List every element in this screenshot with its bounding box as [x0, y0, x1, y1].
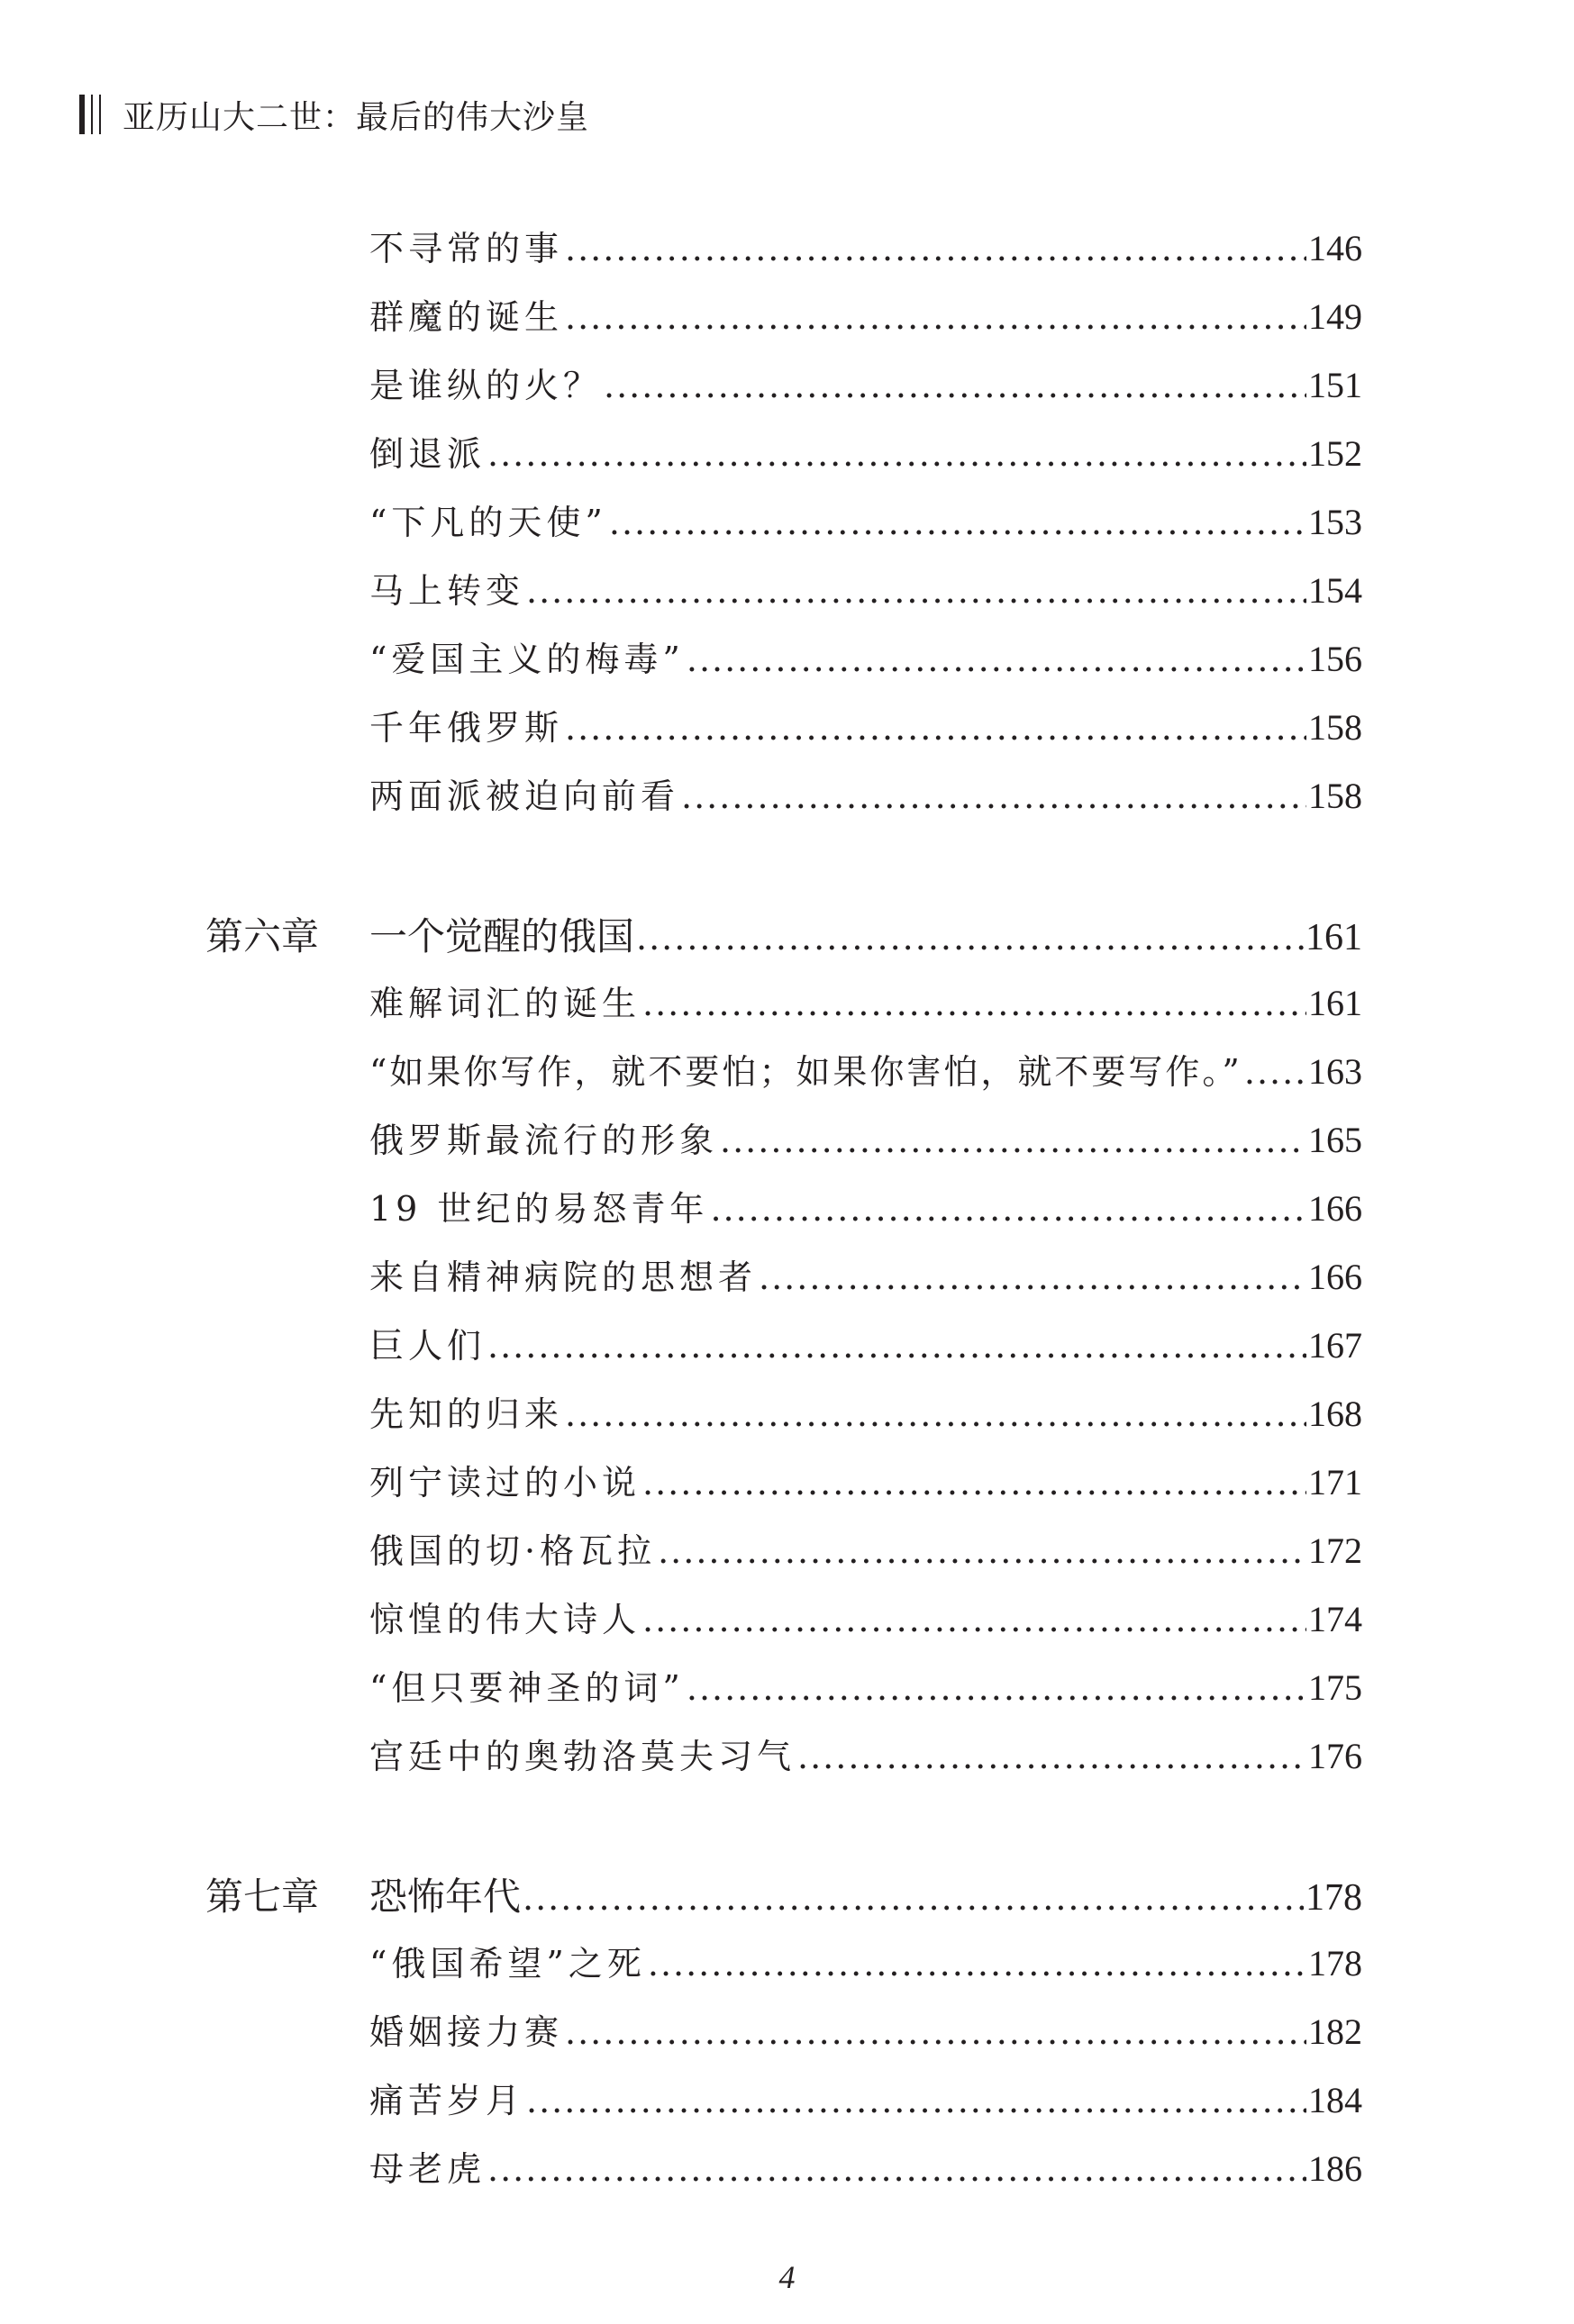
toc-row — [0, 289, 1574, 343]
toc-chapter-title: 恐怖年代 — [369, 1875, 522, 1919]
toc-section-title: “俄国希望”之死 — [369, 1944, 646, 1984]
dot-leader — [687, 640, 1306, 679]
dot-leader — [523, 1878, 1304, 1918]
toc-page-number: 151 — [1308, 365, 1362, 405]
header-bar-thin — [99, 95, 101, 134]
dot-leader — [797, 1737, 1306, 1776]
toc-section-title: 两面派被迫向前看 — [369, 776, 680, 816]
toc-section-title: 千年俄罗斯 — [369, 708, 564, 748]
toc-section-entry[interactable] — [369, 1592, 1362, 1641]
toc-page-number: 165 — [1308, 1120, 1362, 1160]
toc-section-entry[interactable] — [369, 2004, 1362, 2054]
toc-chapter-row — [0, 907, 1574, 961]
dot-leader — [642, 984, 1306, 1023]
toc-row — [0, 1249, 1574, 1303]
dot-leader — [759, 1257, 1306, 1297]
toc-chapter-entry[interactable] — [369, 907, 1362, 961]
toc-row — [0, 1660, 1574, 1714]
toc-section-entry[interactable] — [369, 976, 1362, 1025]
toc-row — [0, 426, 1574, 480]
toc-section-title: 俄罗斯最流行的形象 — [369, 1121, 719, 1160]
dot-leader — [609, 503, 1306, 542]
toc-section-title: 母老虎 — [369, 2149, 487, 2189]
toc-page-number: 182 — [1308, 2011, 1362, 2052]
toc-section-entry[interactable] — [369, 563, 1362, 613]
toc-page-number: 158 — [1308, 707, 1362, 748]
toc-section-title: 是谁纵的火？ — [369, 366, 603, 405]
book-title: 亚历山大二世：最后的伟大沙皇 — [123, 98, 590, 136]
toc-section-title: “但只要神圣的词” — [369, 1668, 685, 1708]
toc-page-number: 146 — [1308, 228, 1362, 268]
toc-section-title: 巨人们 — [369, 1326, 487, 1366]
toc-section-title: 19 世纪的易怒青年 — [369, 1189, 709, 1229]
toc-row — [0, 1729, 1574, 1783]
toc-page-number: 186 — [1308, 2148, 1362, 2189]
toc-row — [0, 1386, 1574, 1440]
toc-page-number: 178 — [1308, 1943, 1362, 1984]
toc-row — [0, 976, 1574, 1030]
dot-leader — [710, 1189, 1306, 1229]
dot-leader — [681, 776, 1306, 816]
toc-row — [0, 1044, 1574, 1098]
toc-page-number: 172 — [1308, 1530, 1362, 1571]
dot-leader — [565, 297, 1306, 337]
dot-leader — [720, 1121, 1306, 1160]
toc-row — [0, 1455, 1574, 1509]
toc-page-number: 166 — [1308, 1188, 1362, 1229]
toc-chapter-entry[interactable] — [369, 1867, 1362, 1921]
toc-section-entry[interactable] — [369, 2141, 1362, 2191]
toc-section-entry[interactable] — [369, 1249, 1362, 1299]
dot-leader — [565, 1394, 1306, 1434]
dot-leader — [636, 918, 1304, 958]
dot-leader — [642, 1600, 1306, 1639]
dot-leader — [648, 1944, 1306, 1984]
dot-leader — [565, 708, 1306, 748]
toc-section-entry[interactable] — [369, 1936, 1362, 1985]
dot-leader — [487, 1326, 1306, 1366]
dot-leader — [526, 2081, 1306, 2120]
toc-section-title: 倒退派 — [369, 434, 487, 474]
toc-row — [0, 563, 1574, 617]
toc-page-number: 152 — [1308, 433, 1362, 474]
toc-section-title: 来自精神病院的思想者 — [369, 1257, 758, 1297]
toc-page-number: 154 — [1308, 570, 1362, 611]
toc-page-number: 149 — [1308, 296, 1362, 337]
toc-section-entry[interactable] — [369, 631, 1362, 681]
toc-section-entry[interactable] — [369, 1112, 1362, 1162]
toc-page-number: 158 — [1308, 776, 1362, 816]
toc-section-entry[interactable] — [369, 1386, 1362, 1436]
header-bar-thick — [79, 95, 85, 134]
toc-section-entry[interactable] — [369, 1455, 1362, 1504]
toc-section-entry[interactable] — [369, 495, 1362, 544]
toc-section-title: 宫廷中的奥勃洛莫夫习气 — [369, 1737, 796, 1776]
toc-page-number: 161 — [1308, 983, 1362, 1023]
toc-section-title: 惊惶的伟大诗人 — [369, 1600, 641, 1639]
toc-page-number: 163 — [1308, 1051, 1362, 1092]
dot-leader — [526, 571, 1306, 611]
toc-section-title: 不寻常的事 — [369, 229, 564, 268]
toc-row — [0, 700, 1574, 754]
toc-section-entry[interactable] — [369, 1044, 1362, 1094]
toc-section-entry[interactable] — [369, 768, 1362, 818]
dot-leader — [1244, 1052, 1306, 1092]
toc-page-number: 178 — [1306, 1877, 1362, 1919]
toc-page-number: 166 — [1308, 1257, 1362, 1297]
toc-section-title: 婚姻接力赛 — [369, 2012, 564, 2052]
toc-row — [0, 2004, 1574, 2058]
toc-page-number: 167 — [1308, 1325, 1362, 1366]
toc-section-entry[interactable] — [369, 426, 1362, 476]
toc-row — [0, 358, 1574, 412]
toc-page-number: 156 — [1308, 639, 1362, 679]
toc-row — [0, 1112, 1574, 1167]
dot-leader — [487, 434, 1306, 474]
toc-page-number: 171 — [1308, 1462, 1362, 1502]
toc-row — [0, 1523, 1574, 1577]
toc-row — [0, 1592, 1574, 1646]
chapter-label: 第七章 — [205, 1875, 320, 1919]
toc-section-title: 先知的归来 — [369, 1394, 564, 1434]
toc-section-title: “如果你写作，就不要怕；如果你害怕，就不要写作。” — [369, 1052, 1242, 1092]
dot-leader — [658, 1531, 1306, 1571]
toc-section-entry[interactable] — [369, 221, 1362, 270]
toc-row — [0, 1318, 1574, 1372]
toc-page-number: 176 — [1308, 1736, 1362, 1776]
toc-section-entry[interactable] — [369, 700, 1362, 749]
toc-section-title: 群魔的诞生 — [369, 297, 564, 337]
chapter-label: 第六章 — [205, 914, 320, 958]
toc-section-title: 列宁读过的小说 — [369, 1463, 641, 1502]
toc-row — [0, 2073, 1574, 2127]
dot-leader — [565, 229, 1306, 268]
toc-section-title: 痛苦岁月 — [369, 2081, 525, 2120]
toc-page-number: 153 — [1308, 502, 1362, 542]
toc-row — [0, 1181, 1574, 1235]
toc-section-entry[interactable] — [369, 1181, 1362, 1230]
toc-section-title: 俄国的切·格瓦拉 — [369, 1531, 657, 1571]
toc-page-number: 168 — [1308, 1393, 1362, 1434]
dot-leader — [565, 2012, 1306, 2052]
toc-page-number: 161 — [1306, 917, 1362, 958]
toc-row — [0, 221, 1574, 275]
dot-leader — [604, 366, 1306, 405]
toc-page-number: 174 — [1308, 1599, 1362, 1639]
toc-row — [0, 768, 1574, 822]
toc-row — [0, 1936, 1574, 1990]
dot-leader — [487, 2149, 1306, 2189]
toc-section-entry[interactable] — [369, 1729, 1362, 1778]
toc-page-number: 184 — [1308, 2080, 1362, 2120]
toc-section-title: 马上转变 — [369, 571, 525, 611]
running-header — [79, 90, 589, 139]
toc-section-entry[interactable] — [369, 358, 1362, 407]
toc-chapter-title: 一个觉醒的俄国 — [369, 914, 635, 958]
toc-row — [0, 495, 1574, 549]
toc-section-title: 难解词汇的诞生 — [369, 984, 641, 1023]
toc-section-entry[interactable] — [369, 1660, 1362, 1710]
toc-section-entry[interactable] — [369, 289, 1362, 339]
page-number: 4 — [778, 2259, 796, 2295]
toc-section-entry[interactable] — [369, 1523, 1362, 1573]
toc-section-entry[interactable] — [369, 2073, 1362, 2122]
dot-leader — [687, 1668, 1306, 1708]
toc-row — [0, 631, 1574, 685]
header-bars-ornament — [79, 95, 101, 134]
toc-section-title: “下凡的天使” — [369, 503, 607, 542]
toc-page-number: 175 — [1308, 1667, 1362, 1708]
toc-section-title: “爱国主义的梅毒” — [369, 640, 685, 679]
toc-chapter-row — [0, 1867, 1574, 1921]
toc-section-entry[interactable] — [369, 1318, 1362, 1367]
toc-row — [0, 2141, 1574, 2195]
dot-leader — [642, 1463, 1306, 1502]
header-bar-thin — [91, 95, 93, 134]
